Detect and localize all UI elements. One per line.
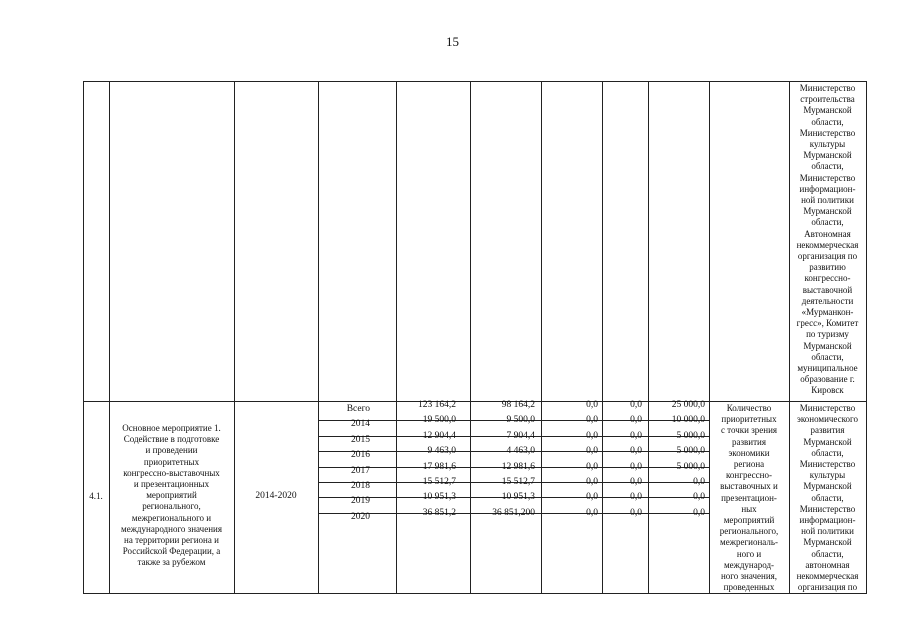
total-amount: 36 851,2: [422, 507, 456, 518]
regional-budget-amount: 7 904,4: [506, 430, 535, 441]
executor-line: образование г.: [800, 374, 855, 385]
total-amount: 123 164,2: [418, 400, 456, 410]
executor-line: Кировск: [811, 385, 844, 396]
local-budget-amount: 0,0: [630, 507, 642, 518]
indicator-line: приоритетных: [721, 414, 777, 425]
indicator-line: конгрессно-: [726, 470, 772, 481]
indicator-line: экономики: [728, 447, 770, 458]
indicator-line: международ-: [723, 559, 775, 570]
column-border: [866, 81, 867, 593]
local-budget-amount: 0,0: [630, 446, 642, 457]
total-amount: 10 951,3: [422, 492, 456, 503]
executor-line: «Мурманкон-: [801, 307, 854, 317]
year-label: 2017: [351, 465, 370, 476]
indicator-line: региона: [733, 459, 765, 469]
executor-line: экономического: [796, 414, 859, 425]
executor-line: области,: [811, 351, 844, 362]
executor-line: Мурманской: [803, 206, 852, 217]
extrabudget-amount: 0,0: [693, 492, 705, 503]
event-description-line: Российской Федерации, а: [122, 546, 221, 557]
regional-budget-amount: 15 512,7: [501, 477, 535, 487]
event-description-line: также за рубежом: [137, 557, 206, 568]
extrabudget-amount: 10 000,0: [671, 415, 705, 426]
executor-line: информацион-: [799, 183, 856, 194]
executor-line: конгрессно-: [804, 273, 851, 284]
local-budget-amount: 0,0: [630, 430, 642, 441]
event-description-line: Содействие в подготовке: [123, 434, 220, 445]
regional-budget-amount: 12 981,6: [501, 461, 535, 472]
indicator-line: Количество: [726, 403, 772, 413]
executor-line: некоммерческая: [796, 571, 859, 581]
indicator-line: выставочных и: [720, 481, 778, 492]
regional-budget-amount: 9 500,0: [506, 415, 535, 426]
event-description-line: международного значения: [121, 523, 222, 534]
event-description-line: и проведении: [145, 445, 198, 456]
federal-budget-amount: 0,0: [586, 415, 598, 426]
executor-line: области,: [811, 492, 844, 503]
executor-line: Министерство: [799, 172, 856, 183]
federal-budget-amount: 0,0: [586, 477, 598, 487]
extrabudget-amount: 25 000,0: [671, 400, 705, 410]
indicator-line: ного значения,: [720, 571, 778, 581]
event-description-line: и презентационных: [133, 479, 210, 489]
event-description-line: регионального,: [142, 501, 201, 512]
executor-line: области,: [811, 116, 844, 127]
year-label: 2020: [351, 511, 370, 522]
executor-line: Министерство: [799, 459, 856, 469]
executor-line: области,: [811, 161, 844, 172]
table-top-border: [83, 81, 867, 82]
local-budget-amount: 0,0: [630, 415, 642, 426]
executor-line: некоммерческая: [796, 239, 859, 250]
indicator-line: ного и: [736, 548, 762, 559]
year-label: 2014: [351, 419, 370, 430]
executor-line: Министерство: [799, 83, 856, 93]
executor-line: строительства: [800, 94, 855, 105]
total-amount: 19 500,0: [422, 415, 456, 426]
event-description-line: приоритетных: [143, 456, 200, 467]
regional-budget-amount: 36 851,200: [492, 507, 535, 518]
executor-line: культуры: [809, 470, 846, 481]
event-description-line: мероприятий: [146, 490, 197, 501]
executor-line: области,: [811, 217, 844, 228]
executor-line: развитию: [809, 262, 846, 273]
indicator-line: ных: [741, 503, 757, 514]
executor-line: Мурманской: [803, 340, 852, 351]
indicator-line: презентацион-: [721, 492, 777, 503]
indicator-line: мероприятий: [723, 515, 775, 525]
event-description-line: межрегионального и: [131, 512, 212, 523]
indicator-line: развития: [731, 436, 766, 447]
executor-line: по туризму: [806, 329, 849, 340]
indicator-line: с точки зрения: [720, 425, 778, 436]
indicator-line: проведенных: [723, 582, 775, 593]
executor-line: развития: [810, 425, 845, 436]
executor-line: организация по: [797, 582, 858, 593]
executor-line: Министерство: [799, 403, 856, 413]
executor-line: Мурманской: [803, 481, 852, 492]
executor-line: организация по: [797, 251, 858, 261]
regional-budget-amount: 98 164,2: [501, 400, 535, 410]
year-label: 2016: [351, 450, 370, 461]
executor-line: ной политики: [801, 526, 854, 537]
total-amount: 12 904,4: [422, 430, 456, 441]
federal-budget-amount: 0,0: [586, 507, 598, 518]
extrabudget-amount: 5 000,0: [676, 430, 705, 441]
year-label: 2015: [351, 434, 370, 445]
executor-line: Автономная: [804, 228, 851, 239]
federal-budget-amount: 0,0: [586, 446, 598, 457]
executor-line: автономная: [805, 559, 850, 570]
year-label: Всего: [346, 404, 370, 414]
regional-budget-amount: 4 463,0: [506, 446, 535, 457]
event-description-line: конгрессно-выставочных: [123, 467, 220, 478]
column-border: [83, 81, 84, 593]
executor-line: информацион-: [799, 515, 856, 525]
extrabudget-amount: 5 000,0: [676, 446, 705, 457]
executor-line: выставочной: [802, 284, 853, 295]
regional-budget-amount: 10 951,3: [501, 492, 535, 503]
event-description-line: Основное мероприятие 1.: [122, 423, 221, 433]
federal-budget-amount: 0,0: [586, 400, 598, 410]
total-amount: 9 463,0: [427, 446, 456, 457]
executor-line: ной политики: [801, 195, 854, 205]
federal-budget-amount: 0,0: [586, 492, 598, 503]
extrabudget-amount: 0,0: [693, 477, 705, 487]
federal-budget-amount: 0,0: [586, 430, 598, 441]
local-budget-amount: 0,0: [630, 461, 642, 472]
executor-line: культуры: [809, 139, 846, 149]
executor-line: деятельности: [801, 295, 854, 306]
indicator-line: регионального,: [719, 526, 779, 537]
executor-line: Министерство: [799, 503, 856, 514]
executor-line: Мурманской: [803, 105, 852, 116]
extrabudget-amount: 5 000,0: [676, 461, 705, 472]
executor-line: Министерство: [799, 127, 856, 138]
executor-line: гресс», Комитет: [796, 318, 859, 329]
local-budget-amount: 0,0: [630, 477, 642, 487]
total-amount: 17 981,6: [422, 461, 456, 472]
period: 2014-2020: [255, 491, 297, 501]
federal-budget-amount: 0,0: [586, 461, 598, 472]
indicator-line: межрегиональ-: [720, 537, 778, 548]
year-label: 2019: [351, 496, 370, 507]
year-label: 2018: [351, 481, 370, 491]
event-description-line: на территории региона и: [124, 535, 219, 545]
total-amount: 15 512,7: [422, 477, 456, 487]
executor-line: Мурманской: [803, 150, 852, 161]
column-border: [109, 81, 110, 593]
executor-line: области,: [811, 548, 844, 559]
executor-line: муниципальное: [797, 363, 858, 373]
executor-line: области,: [811, 447, 844, 458]
page-number: 15: [446, 34, 459, 49]
local-budget-amount: 0,0: [630, 400, 642, 410]
executor-line: Мурманской: [803, 537, 852, 548]
row-number: 4.1.: [89, 491, 103, 501]
executor-line: Мурманской: [803, 436, 852, 447]
extrabudget-amount: 0,0: [693, 507, 705, 518]
local-budget-amount: 0,0: [630, 492, 642, 503]
column-border: [234, 81, 235, 593]
